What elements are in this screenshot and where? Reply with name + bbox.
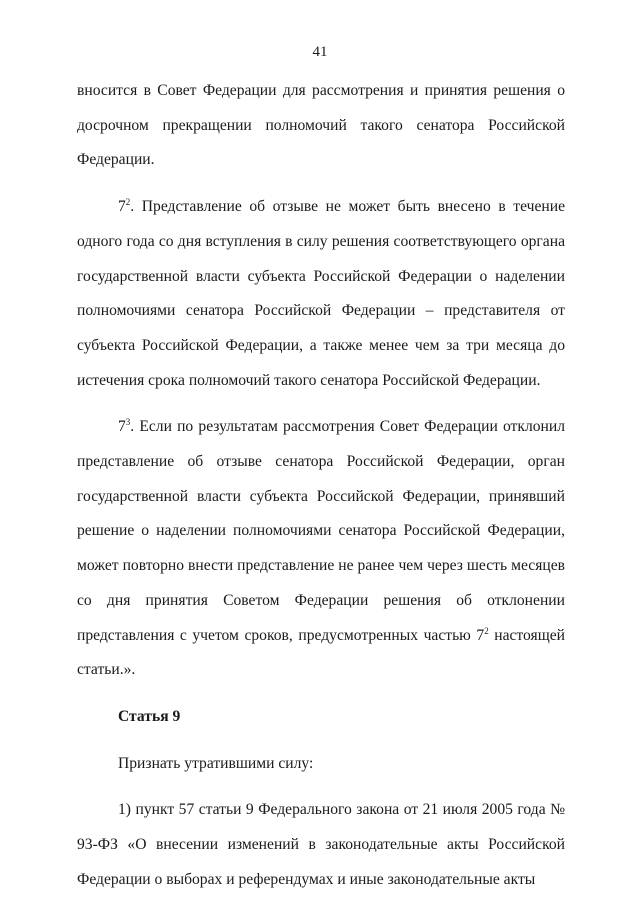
part-number: 7 [118,198,126,216]
paragraph-continuation: вносится в Совет Федерации для рассмотрения и принятия решения о досрочном прекращении полномочий такого сенатора Российской Федерации. [77,82,565,169]
paragraph-part-7-3 [77,410,565,688]
paragraph-spacer [77,781,565,793]
part-number: 7 [118,418,126,436]
part-superscript: 3 [125,417,131,428]
inline-superscript: 2 [484,625,489,636]
paragraph-repeal-intro: Признать утратившими силу: [118,754,314,772]
paragraph-spacer [77,688,565,700]
document-body [77,74,565,897]
paragraph-repeal-item-1: 1) пункт 57 статьи 9 Федерального закона от 21 июля 2005 года № 93-ФЗ «О внесении изменений в законодательные акты Российской Федерации о выборах и референдумах и иные законодательные акты [77,801,565,888]
article-heading: Статья 9 [118,707,181,725]
paragraph-spacer [77,398,565,410]
part-superscript: 2 [125,197,131,208]
paragraph-part-7-2 [77,190,565,398]
paragraph-spacer [77,735,565,747]
paragraph-spacer [77,178,565,190]
paragraph-text: . Если по результатам рассмотрения Совет Федерации отклонил представление об отзыве сенатора Российской Федерации, орган государственной власти субъекта Российской Федерации, принявший решение о наделении полномочиями сенатора Российской Федерации, может повторно внести представление не ранее чем через шесть месяцев со дня принятия Советом Федерации решения об отклонении представления с учетом сроков, предусмотренных частью 7 [77,418,565,644]
page-number: 41 [312,44,328,60]
paragraph-tail: настоящей статьи.». [77,626,565,679]
paragraph-text: . Представление об отзыве не может быть внесено в течение одного года со дня вступления в силу решения соответствующего органа государственной власти субъекта Российской Федерации о наделении полномочиями сенатора Российской Федерации – представителя от субъекта Российской Федерации, а также менее чем за три месяца до истечения срока полномочий такого сенатора Российской Федерации. [77,198,565,389]
